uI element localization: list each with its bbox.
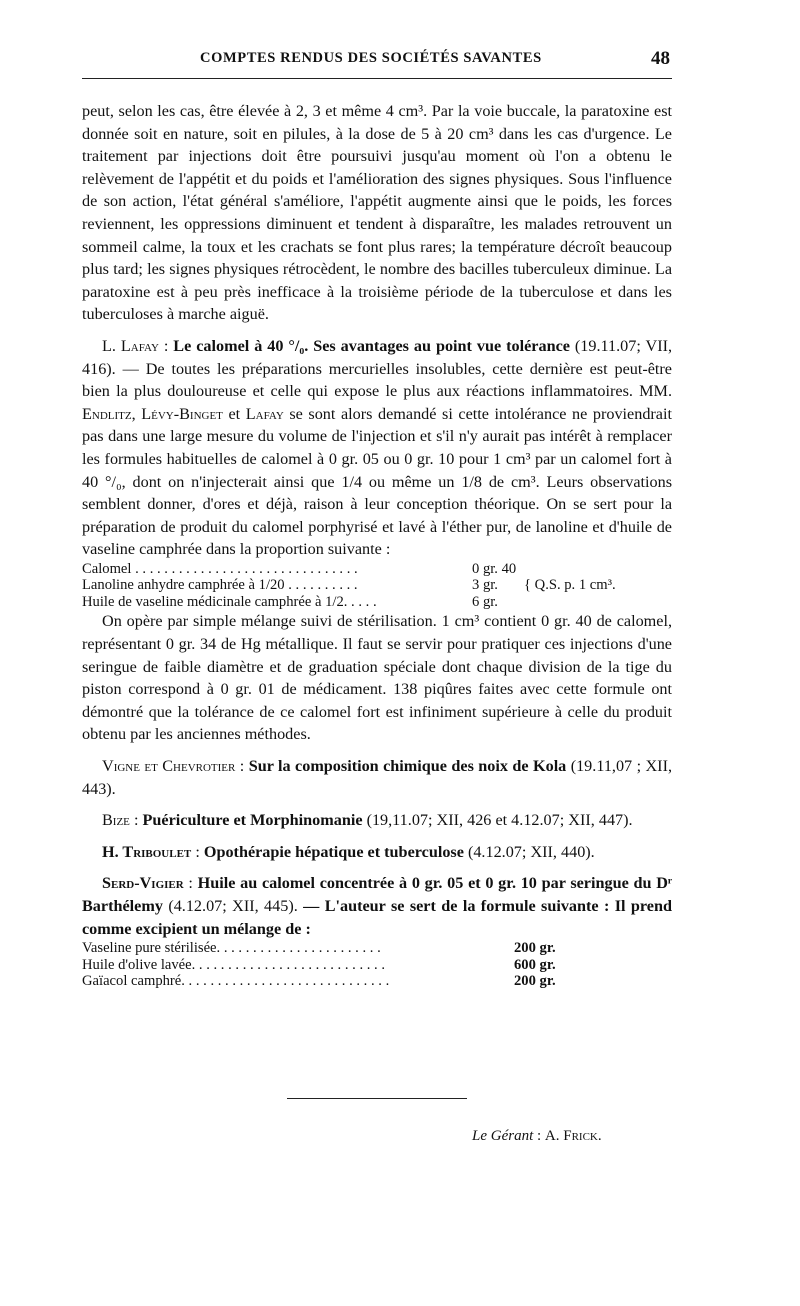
entry-author: L. Lafay xyxy=(102,336,159,355)
entry-conjunction: et xyxy=(222,404,246,423)
entry-vigne-chevrotier: Vigne et Chevrotier : Sur la composition chimique des noix de Kola (19.11,07 ; XII, 443). xyxy=(82,756,673,798)
entry-title: Opothérapie hépatique et tuberculose xyxy=(203,842,464,861)
recipe-qs-brace: { Q.S. p. 1 cm³. xyxy=(524,577,616,594)
entry-reference: (19.11.07; VII, 416). xyxy=(82,336,673,378)
entry-serd-vigier: Serd-Vigier : Huile au calomel concentrée à 0 gr. 05 et 0 gr. 10 par seringue du Dʳ Barthélemy (4.12.07; XII, 445). — L'auteur se sert de la formule suivante : Il prend comme excipient un mélange de : xyxy=(82,874,673,938)
entry-reference: (19,11.07; XII, 426 et 4.12.07; XII, 447). xyxy=(366,811,633,830)
signature xyxy=(472,1128,602,1145)
signature-label: Le Gérant xyxy=(472,1128,534,1144)
paragraph-preparation xyxy=(82,610,672,746)
recipe-calomel-table xyxy=(82,561,616,611)
recipe-row xyxy=(82,577,616,594)
entry-bize: Bize : Puériculture et Morphinomanie (19,11.07; XII, 426 et 4.12.07; XII, 447). xyxy=(102,811,633,830)
entry-title: Sur la composition chimique des noix de Kola xyxy=(248,756,567,775)
recipe-ingredient: Vaseline pure stérilisée. . . . . . . . . . . . . . . . . . . . . . . xyxy=(82,940,381,957)
recipe-quantity: 600 gr. xyxy=(514,956,556,973)
footer-rule xyxy=(287,1098,467,1099)
entry-reference: (4.12.07; XII, 445). xyxy=(168,896,298,915)
entry-lafay-calomel: L. Lafay : Le calomel à 40 °/₀. Ses avantages au point vue tolérance (19.11.07; VII, 416). — De toutes les préparations mercurielles insolubles, cette dernière est peut-être bien la plus douloureuse et celle qui expose le plus aux réactions inflammatoires. MM. Endlitz, Lévy-Binget et Lafay se sont alors demandé si cette intolérance ne proviendrait pas dans une large mesure du volume de l'injection et s'il n'y aurait pas intérêt à remplacer les formules habituelles de calomel à 0 gr. 05 ou 0 gr. 10 pour 1 cm³ par un calomel fort à 40 °/₀, dont on n'injecterait ainsi que 1/4 ou même un 1/8 de cm³. Leurs observations semblent donner, d'ores et déjà, raison à leur conception théorique. On se sert pour la préparation de produit du calomel porphyrisé et lavé à l'éther pur, de lanoline et d'huile de vaseline camphrée dans la proportion suivante : xyxy=(82,336,673,559)
entry-text-part1: — De toutes les préparations mercurielles insolubles, cette dernière est peut-être bien la plus douloureuse et celle qui expose le plus aux réactions inflammatoires. MM. xyxy=(82,359,672,401)
recipe-row xyxy=(82,561,616,578)
entry-author: Serd-Vigier xyxy=(102,874,184,893)
entry-author: Vigne et Chevrotier xyxy=(102,756,236,775)
recipe-ingredient: Lanoline anhydre camphrée à 1/20 . . . . . . . . . . xyxy=(82,577,358,594)
page-number: 48 xyxy=(651,48,670,69)
entry-triboulet: H. Triboulet : Opothérapie hépatique et tuberculose (4.12.07; XII, 440). xyxy=(102,842,595,861)
entry-text: — L'auteur se sert de la formule suivante : Il prend comme excipient un mélange de : xyxy=(82,896,672,938)
recipe-row xyxy=(82,940,566,957)
signature-separator: : xyxy=(533,1128,545,1144)
header-rule xyxy=(82,78,672,79)
paragraph-paratoxine xyxy=(82,100,672,326)
recipe-quantity: 3 gr. xyxy=(472,577,498,594)
entry-name-lafay: Lafay xyxy=(245,404,284,423)
entry-title: Huile au calomel concentrée à 0 gr. 05 et 0 gr. 10 par seringue du Dʳ Barthélemy xyxy=(82,874,673,915)
recipe-quantity: 6 gr. xyxy=(472,593,498,610)
recipe-ingredient: Huile de vaseline médicinale camphrée à 1/2. . . . . xyxy=(82,593,377,610)
header-title: COMPTES RENDUS DES SOCIÉTÉS SAVANTES xyxy=(200,50,542,66)
article-body xyxy=(82,100,672,990)
paragraph-text: peut, selon les cas, être élevée à 2, 3 et même 4 cm³. Par la voie buccale, la paratoxine est donnée soit en nature, soit en pilules, à la dose de 5 à 20 cm³ dans les cas d'urgence. Le traitement par injections doit être poursuivi jusqu'au moment où l'on a obtenu le relèvement de l'appétit et du poids et l'amélioration des signes physiques. Sous l'influence de son action, l'état général s'améliore, l'appétit augmente ainsi que le poids, les forces reviennent, les oppressions diminuent et tendent à disparaître, les malades retrouvent un sommeil calme, la toux et les crachats se font plus rares; la température décroît beaucoup plus tard; les signes physiques rétrocèdent, le nombre des bacilles tuberculeux diminue. La paratoxine est à peu près inefficace à la troisième période de la tuberculose et dans les tuberculoses à marche aiguë. xyxy=(82,102,672,324)
recipe-ingredient: Gaïacol camphré. . . . . . . . . . . . . . . . . . . . . . . . . . . . . xyxy=(82,973,390,990)
entry-title: Le calomel à 40 °/₀. Ses avantages au point vue tolérance xyxy=(173,336,570,355)
signature-name: A. Frick. xyxy=(544,1128,602,1144)
recipe-row xyxy=(82,973,566,990)
entry-text-part2: se sont alors demandé si cette intolérance ne proviendrait pas dans une large mesure du volume de l'injection et s'il n'y aurait pas intérêt à remplacer les formules habituelles de calomel à 0 gr. 05 ou 0 gr. 10 pour 1 cm³ par un calomel fort à 40 °/₀, dont on n'injecterait ainsi que 1/4 ou même un 1/8 de cm³. Leurs observations semblent donner, d'ores et déjà, raison à leur conception théorique. On se sert pour la préparation de produit du calomel porphyrisé et lavé à l'éther pur, de lanoline et d'huile de vaseline camphrée dans la proportion suivante : xyxy=(82,404,672,559)
entry-title: Puériculture et Morphinomanie xyxy=(142,811,363,830)
entry-author: Bize xyxy=(102,811,130,830)
running-header xyxy=(82,48,672,74)
recipe-qs: Q.S. p. 1 cm³. xyxy=(534,577,616,594)
recipe-quantity: 200 gr. xyxy=(514,973,556,990)
entry-names: Endlitz, Lévy-Binget xyxy=(82,404,223,423)
recipe-row xyxy=(82,957,566,974)
paragraph-text: On opère par simple mélange suivi de stérilisation. 1 cm³ contient 0 gr. 40 de calomel, représentant 0 gr. 34 de Hg métallique. Il faut se servir pour pratiquer ces injections d'une seringue de faible diamètre et de graduation spéciale dont chaque division de la tige du piston correspond à 0 gr. 01 de médicament. 138 piqûres faites avec cette formule ont démontré que la tolérance de ce calomel fort est infiniment supérieure à celle du produit obtenu par les anciennes méthodes. xyxy=(82,612,672,744)
entry-reference: (19.11,07 ; XII, 443). xyxy=(82,756,673,798)
recipe-excipient-table xyxy=(82,940,566,990)
recipe-quantity: 200 gr. xyxy=(514,940,556,957)
entry-author: H. Triboulet xyxy=(102,842,192,861)
recipe-quantity: 0 gr. 40 xyxy=(472,560,517,577)
recipe-ingredient: Huile d'olive lavée. . . . . . . . . . . . . . . . . . . . . . . . . . . xyxy=(82,956,385,973)
entry-reference: (4.12.07; XII, 440). xyxy=(467,842,595,861)
recipe-ingredient: Calomel . . . . . . . . . . . . . . . . . . . . . . . . . . . . . . . xyxy=(82,560,358,577)
